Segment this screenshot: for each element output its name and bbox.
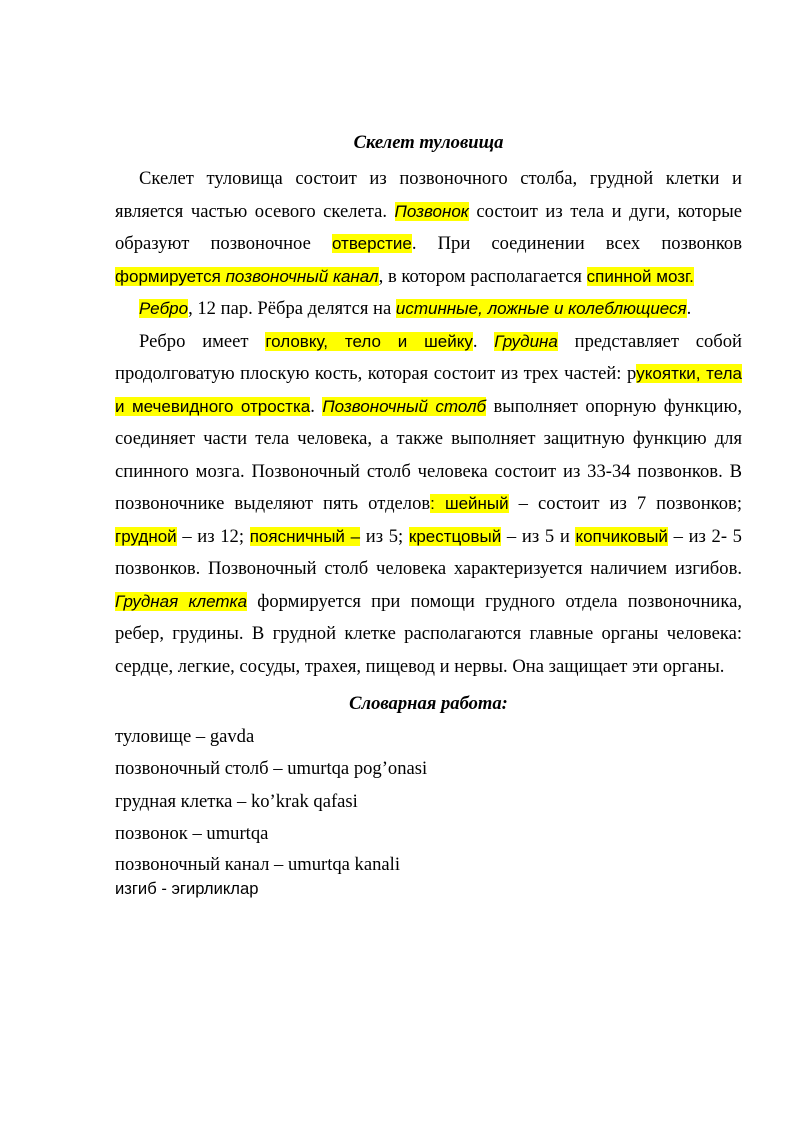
highlight-term: головку, тело и шейку [265,331,473,351]
highlight-term: Грудина [494,331,558,351]
text: выполняет опорную функцию, соединяет части тела человека, а также выполняет защитную функцию для спинного мозга. Позвоночный столб человека состоит из 33-34 позвонков. В позвоночнике выделяют пять отделов [115,395,743,514]
text: . [310,395,323,417]
text: Ребро имеет [139,330,266,352]
vocab-item: позвоночный столб – umurtqa pog’onasi [115,758,428,779]
highlight-term: крестцовый [408,526,502,546]
text: . При соединении всех позвонков [411,233,743,254]
highlight-term: поясничный – [249,526,361,546]
highlight-term: укоятки, тела и мечевидного отростка [115,364,742,416]
highlight-term: Ребро [139,299,189,318]
vocab-item: туловище – gavda [115,725,255,747]
text: – из 5 и [501,525,576,547]
highlight-term: формируется [115,266,226,286]
vocab-item: позвонок – umurtqa [115,823,269,844]
highlight-term: отверстие [331,234,412,253]
text: состоит из тела и дуги, которые образуют позвоночное [115,200,742,254]
vocab-item: позвоночный канал – umurtqa kanali [115,853,400,875]
highlight-term: грудной [115,526,177,546]
highlight-term: истинные, ложные и колеблющиеся [395,299,687,318]
text: . [686,298,692,319]
text: – состоит из 7 позвонков; [508,493,742,514]
highlight-term: Позвоночный столб [322,396,487,416]
vocab-title: Словарная работа: [349,693,508,714]
text: . [472,330,495,352]
document-title: Скелет туловища [353,132,504,153]
paragraph-2 [115,293,742,326]
text-block [115,125,742,899]
text: – из 12; [176,525,250,547]
highlight-term: : шейный [430,494,509,513]
highlight-term: Грудная клетка [115,591,248,611]
highlight-term: спинной мозг. [586,266,694,286]
highlight-term: позвоночный канал [225,266,379,286]
paragraph-3 [115,326,742,684]
text: , 12 пар. Рёбра делятся на [188,298,396,319]
text: – из 2- 5 позвонков. Позвоночный столб человека характеризуется наличием изгибов. [115,525,742,579]
vocab-item-last: изгиб - эгирликлар [115,878,259,898]
text: формируется при помощи грудного отдела позвоночника, ребер, грудины. В грудной клетке располагаются главные органы человека: сердце, легкие, сосуды, трахея, пищевод и нервы. Она защищает эти органы. [115,590,743,677]
vocab-item: грудная клетка – ko’krak qafasi [115,790,358,812]
highlight-term: Позвонок [394,201,469,221]
paragraph-1 [115,163,742,293]
text: из 5; [360,525,409,547]
text: представляет собой продолговатую плоскую кость, которая состоит из трех частей: р [115,330,742,384]
text: , в котором располагается [378,265,587,287]
highlight-term: копчиковый [575,526,668,546]
text: Скелет туловища состоит из позвоночного столба, грудной клетки и является частью осевого скелета. [115,168,742,222]
